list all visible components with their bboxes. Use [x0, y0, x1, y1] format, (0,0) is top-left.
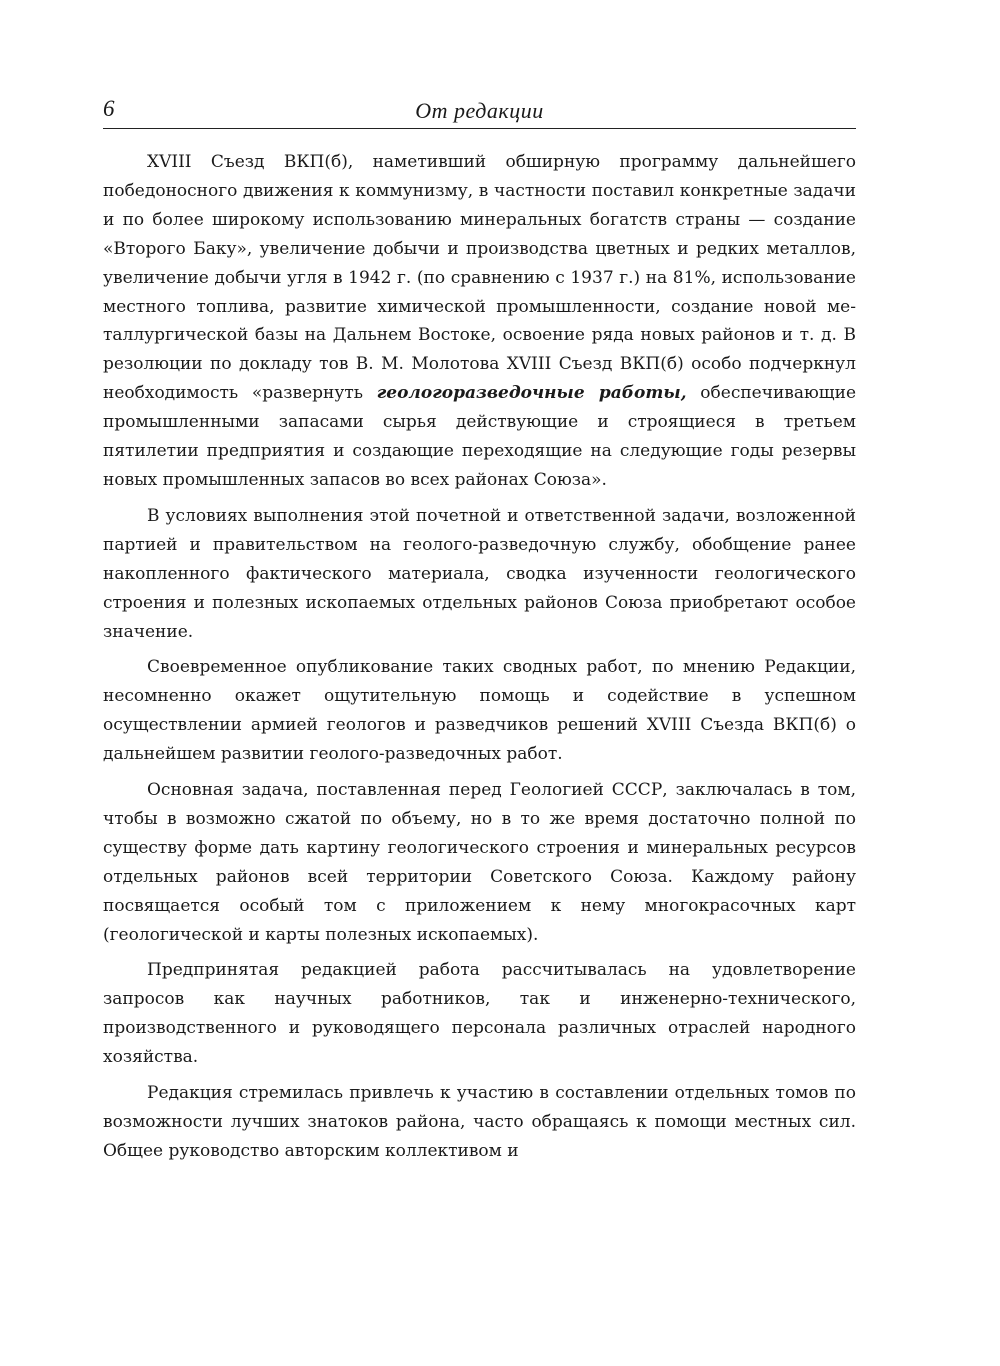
running-header — [103, 92, 856, 129]
paragraph: В условиях выполнения этой почетной и ответственной задачи, возложенной партией и правительством на геолого-разведочную службу, обобщение ранее накопленного фактического материала, сводка изученности геологического строения и полезных ископаемых отдельных районов Союза приобретают особое значение. — [103, 505, 856, 642]
body-text — [103, 148, 856, 1173]
paragraph: Основная задача, поставленная перед Геологией СССР, заключалась в том, чтобы в возможно сжатой по объему, но в то же время достаточно полной по существу форме дать картину геологического строения и минеральных ресурсов отдельных районов всей территории Советского Союза. Каждому району посвящается особый том с приложением к нему многокрасочных карт (геологической и карты полезных ископаемых). — [103, 780, 856, 945]
paragraph-text: обеспечивающие промышленными запасами сырья действующие и строящиеся в третьем пятилетии предприятия и создающие переходящие на следующие годы резервы новых промышленных запасов во всех районах Союза». — [103, 383, 857, 490]
paragraph: Своевременное опубликование таких сводных работ, по мнению Редакции, несомненно окажет ощутительную помощь и содействие в успешном осуществлении армией геологов и разведчиков решений XVIII Съезда ВКП(б) о дальнейшем развитии геолого-разведочных работ. — [103, 657, 856, 765]
section-title: От редакции — [415, 98, 544, 123]
paragraph: Предпринятая редакцией работа рассчитывалась на удовлетворение запросов как научных работников, так и инженерно-технического, производственного и руководящего персонала различных отраслей народного хозяйства. — [103, 960, 856, 1068]
emphasized-text: геологоразведочные работы, — [376, 383, 687, 404]
paragraph: Редакция стремилась привлечь к участию в составлении отдельных томов по возможности лучших знатоков района, часто обращаясь к помощи местных сил. Общее руководство авторским коллективом и — [103, 1083, 856, 1161]
paragraph-text: XVIII Съезд ВКП(б), наметивший обширную программу дальнейшего победоносного движения к коммунизму, в частности поставил конкретные задачи и по более широкому использованию минеральных богатств страны — создание «Второго Баку», увеличение добычи и производства цветных и редких металлов, увеличение добычи угля в 1942 г. (по сравнению с 1937 г.) на 81%, использование местного топлива, развитие химической промышленности, создание новой металлургической базы на Дальнем Востоке, освоение ряда новых районов и т. д. В резолюции по докладу тов В. М. Молотова XVIII Съезд ВКП(б) особо подчеркнул необходимость «развернуть — [103, 152, 856, 404]
paragraph — [103, 148, 856, 495]
page-number: 6 — [103, 96, 115, 121]
